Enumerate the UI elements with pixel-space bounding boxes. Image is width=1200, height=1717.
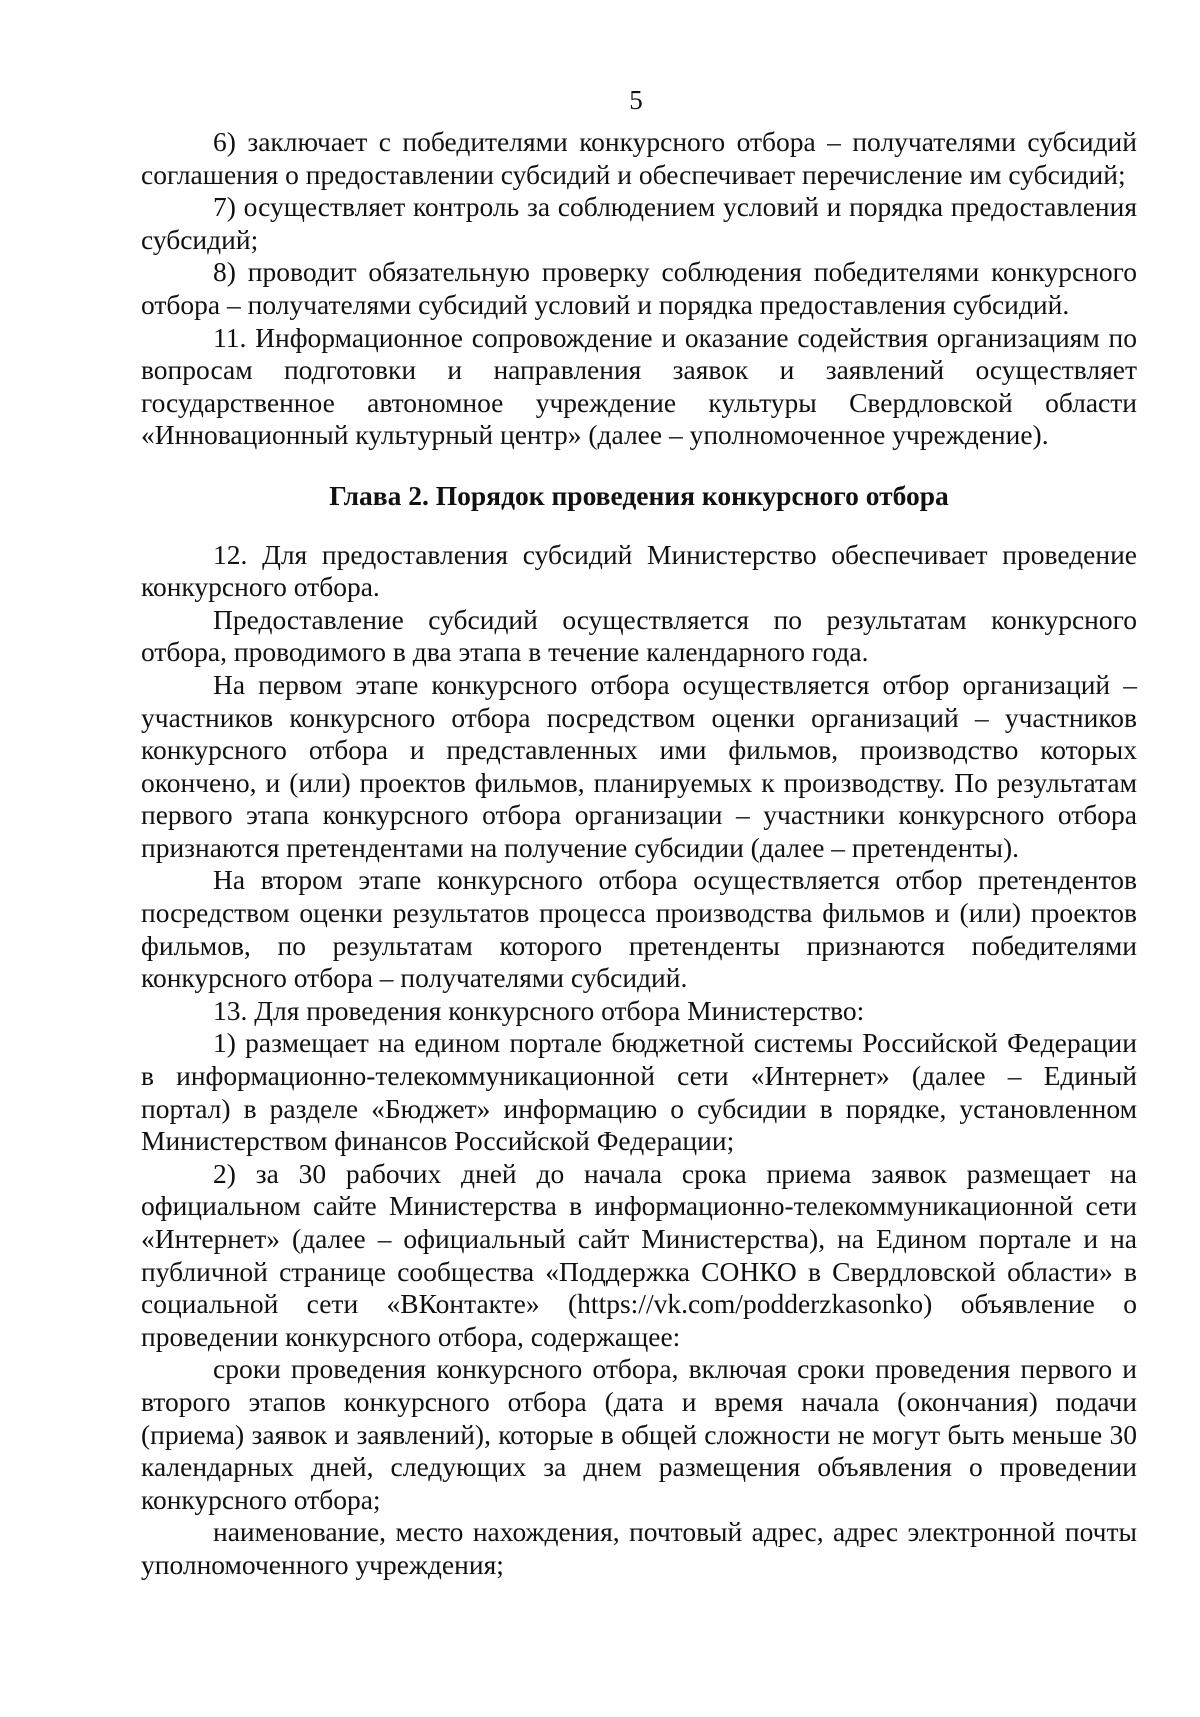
paragraph-item-8: 8) проводит обязательную проверку соблюдения победителями конкурсного отбора – получателями субсидий условий и порядка предоставления субсидий. [141,256,1137,320]
chapter-title: Глава 2. Порядок проведения конкурсного отбора [329,479,949,511]
page-number: 5 [629,85,643,115]
paragraph-item-2: 2) за 30 рабочих дней до начала срока приема заявок размещает на официальном сайте Министерства в информационно-телекоммуникационной сети «Интернет» (далее – официальный сайт Министерства), на Едином портале и на публичной странице сообщества «Поддержка СОНКО в Свердловской области» в социальной сети «ВКонтакте» (https://vk.com/podderzkasonko) объявление о проведении конкурсного отбора, содержащее: [141,1157,1137,1352]
paragraph-deadlines: сроки проведения конкурсного отбора, включая сроки проведения первого и второго этапов конкурсного отбора (дата и время начала (окончания) подачи (приема) заявок и заявлений), которые в общей сложности не могут быть меньше 30 календарных дней, следующих за днем размещения объявления о проведении конкурсного отбора; [141,1353,1137,1515]
paragraph-clause-12: 12. Для предоставления субсидий Министерство обеспечивает проведение конкурсного отбора. [141,538,1137,603]
paragraph-item-7: 7) осуществляет контроль за соблюдением условий и порядка предоставления субсидий; [141,191,1137,255]
paragraph-contact-details: наименование, место нахождения, почтовый адрес, адрес электронной почты уполномоченного учреждения; [141,1516,1137,1580]
paragraph-second-stage: На втором этапе конкурсного отбора осуществляется отбор претендентов посредством оценки результатов процесса производства фильмов и (или) проектов фильмов, по результатам которого претенденты признаются победителями конкурсного отбора – получателями субсидий. [141,864,1137,994]
paragraph-subsidy-results: Предоставление субсидий осуществляется по результатам конкурсного отбора, проводимого в два этапа в течение календарного года. [141,603,1137,668]
paragraph-first-stage: На первом этапе конкурсного отбора осуществляется отбор организаций – участников конкурсного отбора посредством оценки организаций – участников конкурсного отбора и представленных ими фильмов, производство которых окончено, и (или) проектов фильмов, планируемых к производству. По результатам первого этапа конкурсного отбора организации – участники конкурсного отбора признаются претендентами на получение субсидии (далее – претенденты). [141,668,1137,863]
paragraph-item-1: 1) размещает на едином портале бюджетной системы Российской Федерации в информационно-телекоммуникационной сети «Интернет» (далее – Единый портал) в разделе «Бюджет» информацию о субсидии в порядке, установленном Министерством финансов Российской Федерации; [141,1027,1137,1157]
paragraph-clause-11: 11. Информационное сопровождение и оказание содействия организациям по вопросам подготовки и направления заявок и заявлений осуществляет государственное автономное учреждение культуры Свердловской области «Инновационный культурный центр» (далее – уполномоченное учреждение). [141,321,1137,451]
paragraph-clause-13: 13. Для проведения конкурсного отбора Министерство: [213,994,865,1026]
paragraph-item-6: 6) заключает с победителями конкурсного отбора – получателями субсидий соглашения о предоставлении субсидий и обеспечивает перечисление им субсидий; [141,126,1137,190]
document-body [141,126,1137,1582]
